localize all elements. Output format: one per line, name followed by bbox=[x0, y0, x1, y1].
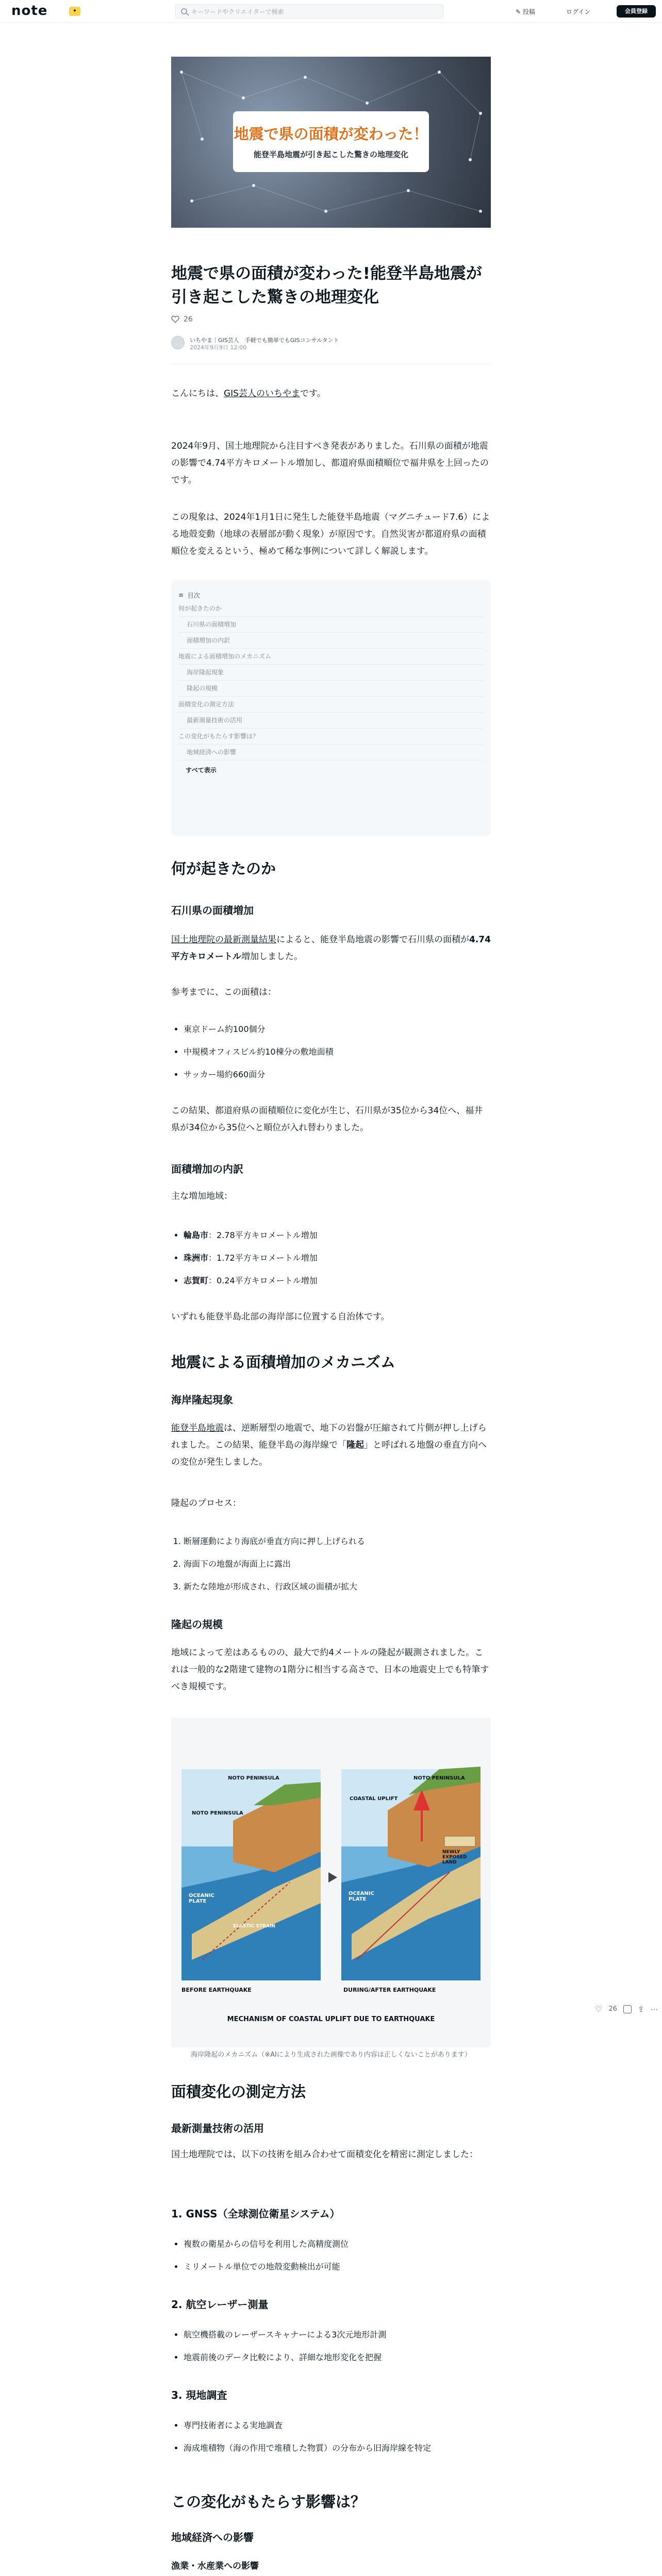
label-before-earthquake: BEFORE EARTHQUAKE bbox=[181, 1987, 252, 1993]
subsection-heading: 海岸隆起現象 bbox=[171, 1394, 233, 1406]
toc-item[interactable]: 海岸隆起現象 bbox=[178, 665, 484, 681]
label-noto-peninsula: NOTO PENINSULA bbox=[413, 1775, 465, 1781]
bullet-list bbox=[171, 2327, 491, 2372]
paragraph: 国土地理院の最新測量結果によると、能登半島地震の影響で石川県の面積が4.74平方キロメートル増加しました。 bbox=[171, 935, 491, 962]
hero-subtitle: 能登半島地震が引き起こした驚きの地理変化 bbox=[253, 150, 408, 159]
intro-paragraph: こんにちは、GIS芸人のいちやまです。 bbox=[171, 388, 326, 399]
list-item: • 複数の衛星からの信号を利用した高精度測位 bbox=[184, 2236, 491, 2252]
label-newly-exposed-land: NEWLY EXPOSED LAND bbox=[442, 1850, 467, 1865]
paragraph: 主な増加地域： bbox=[171, 1191, 233, 1201]
toc-item[interactable]: 地域経済への影響 bbox=[178, 744, 484, 760]
subsection-heading: 面積増加の内訳 bbox=[171, 1163, 243, 1175]
subsection-heading: 1. GNSS（全球測位衛星システム） bbox=[171, 2208, 340, 2220]
paragraph: 隆起のプロセス： bbox=[171, 1498, 241, 1509]
table-of-contents bbox=[171, 580, 491, 836]
gsi-survey-link[interactable]: 国土地理院の最新測量結果 bbox=[171, 935, 276, 945]
heart-icon[interactable] bbox=[171, 316, 179, 323]
toc-item[interactable]: この変化がもたらす影響は？ bbox=[178, 728, 484, 744]
label-coastal-uplift: COASTAL UPLIFT bbox=[350, 1796, 398, 1802]
bullet-list bbox=[171, 2236, 491, 2281]
post-button[interactable]: ✎ 投稿 bbox=[516, 8, 535, 15]
toc-header[interactable]: ≡ 目次 bbox=[178, 591, 200, 599]
article-title: 地震で県の面積が変わった!能登半島地震が引き起こした驚きの地理変化 bbox=[171, 264, 482, 307]
toc-item[interactable]: 面積変化の測定方法 bbox=[178, 697, 484, 713]
hero-title-card bbox=[233, 111, 429, 172]
toc-item[interactable]: 最新測量技術の活用 bbox=[178, 713, 484, 728]
label-noto-peninsula: NOTO PENINSULA bbox=[228, 1775, 279, 1781]
subsection-heading: 2. 航空レーザー測量 bbox=[171, 2298, 269, 2311]
list-item: • 輪島市：2.78平方キロメートル増加 bbox=[184, 1227, 491, 1244]
comment-icon[interactable] bbox=[623, 2005, 632, 2013]
note-logo[interactable]: note bbox=[11, 3, 48, 19]
list-item: • 中規模オフィスビル約10棟分の敷地面積 bbox=[184, 1044, 491, 1060]
share-icon[interactable]: ⇪ bbox=[637, 2004, 644, 2014]
toc-item[interactable]: 何が起きたのか bbox=[178, 601, 484, 617]
avatar[interactable] bbox=[171, 336, 185, 349]
section-heading: 地震による面積増加のメカニズム bbox=[171, 1353, 396, 1371]
subsection-heading: 最新測量技術の活用 bbox=[171, 2122, 264, 2134]
list-item: • 専門技術者による実地調査 bbox=[184, 2417, 491, 2434]
paragraph: この結果、都道府県の面積順位に変化が生じ、石川県が35位から34位へ、福井県が34位から35位へと順位が入れ替わりました。 bbox=[171, 1106, 483, 1133]
floating-action-bar bbox=[595, 2004, 658, 2014]
list-item: • ミリメートル単位での地殻変動検出が可能 bbox=[184, 2259, 491, 2275]
toc-item[interactable]: 隆起の規模 bbox=[178, 681, 484, 697]
section-heading: 何が起きたのか bbox=[171, 860, 276, 877]
more-icon[interactable]: ⋯ bbox=[650, 2004, 658, 2014]
list-item: • 航空機搭載のレーザースキャナーによる3次元地形計測 bbox=[184, 2327, 491, 2343]
search-placeholder: キーワードやクリエイターで検索 bbox=[191, 8, 284, 15]
publish-date: 2024年9月9日 12:00 bbox=[190, 344, 247, 351]
list-item: 3. 新たな陸地が形成され、行政区域の面積が拡大 bbox=[184, 1579, 491, 1595]
search-icon bbox=[181, 8, 187, 14]
paragraph: 国土地理院では、以下の技術を組み合わせて面積変化を精密に測定しました： bbox=[171, 2149, 478, 2160]
uplift-diagram bbox=[171, 1718, 491, 2047]
label-elastic-strain: ELASTIC STRAIN bbox=[233, 1924, 275, 1929]
toc-item[interactable]: 石川県の面積増加 bbox=[178, 617, 484, 633]
hero-image bbox=[171, 57, 491, 228]
numbered-list bbox=[171, 1533, 491, 1601]
bullet-list bbox=[171, 2417, 491, 2463]
list-item: • 志賀町：0.24平方キロメートル増加 bbox=[184, 1273, 491, 1289]
likes-row[interactable] bbox=[171, 315, 193, 324]
author-profile-link[interactable]: GIS芸人のいちやま bbox=[224, 388, 300, 399]
list-item: • サッカー場約660面分 bbox=[184, 1066, 491, 1083]
paragraph: 能登半島地震は、逆断層型の地震で、地下の岩盤が圧縮されて片側が押し上げられました。この結果、能登半島の海岸線で「隆起」と呼ばれる地盤の垂直方向への変位が発生しました。 bbox=[171, 1423, 487, 1467]
noto-earthquake-link[interactable]: 能登半島地震 bbox=[171, 1423, 224, 1433]
likes-count: 26 bbox=[608, 2005, 617, 2013]
toc-item[interactable]: 面積増加の内訳 bbox=[178, 633, 484, 649]
subsection-heading: 石川県の面積増加 bbox=[171, 904, 254, 917]
list-item: 2. 海面下の地盤が海面上に露出 bbox=[184, 1556, 491, 1572]
paragraph: 2024年9月、国土地理院から注目すべき発表がありました。石川県の面積が地震の影響で4.74平方キロメートル増加し、都道府県面積順位で福井県を上回ったのです。 bbox=[171, 441, 489, 485]
author-block[interactable] bbox=[171, 336, 491, 351]
toc-show-all-button[interactable]: すべて表示 bbox=[186, 767, 217, 774]
list-item: • 東京ドーム約100個分 bbox=[184, 1021, 491, 1038]
paragraph: 地域によって差はあるものの、最大で約4メートルの隆起が観測されました。これは一般的な2階建て建物の1階分に相当する高さで、日本の地震史上でも特筆すべき規模です。 bbox=[171, 1648, 489, 1692]
list-item: 1. 断層運動により海底が垂直方向に押し上げられる bbox=[184, 1533, 491, 1550]
section-heading: 面積変化の測定方法 bbox=[171, 2083, 306, 2100]
subsection-heading: 隆起の規模 bbox=[171, 1618, 223, 1631]
paragraph: この現象は、2024年1月1日に発生した能登半島地震（マグニチュード7.6）による地殻変動（地球の表層部が動く現象）が原因です。自然災害が都道府県の面積順位を変えるという、極めて稀な事例について詳しく解説します。 bbox=[171, 512, 490, 556]
subsection-heading: 漁業・水産業への影響 bbox=[171, 2561, 259, 2571]
figure-title: MECHANISM OF COASTAL UPLIFT DUE TO EARTHQUAKE bbox=[227, 2015, 435, 2023]
heart-icon[interactable]: ♡ bbox=[595, 2004, 603, 2014]
search-input[interactable] bbox=[175, 4, 443, 19]
likes-count: 26 bbox=[184, 315, 193, 324]
signup-button[interactable]: 会員登録 bbox=[617, 5, 656, 18]
toc-item[interactable]: 地震による面積増加のメカニズム bbox=[178, 649, 484, 665]
label-noto-peninsula: NOTO PENINSULA bbox=[192, 1810, 243, 1816]
coastal-uplift-illustration bbox=[171, 1718, 491, 2047]
list-item: • 海成堆積物（海の作用で堆積した物質）の分布から旧海岸線を特定 bbox=[184, 2440, 491, 2456]
paragraph: 参考までに、この面積は： bbox=[171, 987, 276, 997]
bullet-list bbox=[171, 1021, 491, 1089]
paragraph: いずれも能登半島北部の海岸部に位置する自治体です。 bbox=[171, 1312, 390, 1322]
figure-caption: 海岸隆起のメカニズム（※AIにより生成された画像であり内容は正しくないことがあります） bbox=[191, 2051, 471, 2059]
login-button[interactable]: ログイン bbox=[566, 8, 591, 15]
list-item: • 珠洲市：1.72平方キロメートル増加 bbox=[184, 1250, 491, 1266]
label-oceanic-plate: OCEANIC PLATE bbox=[189, 1893, 214, 1904]
logo-badge-icon: ✦ bbox=[69, 7, 80, 16]
list-item: • 地震前後のデータ比較により、詳細な地形変化を把握 bbox=[184, 2349, 491, 2366]
section-heading: この変化がもたらす影響は？ bbox=[171, 2493, 366, 2511]
subsection-heading: 3. 現地調査 bbox=[171, 2389, 227, 2401]
label-oceanic-plate: OCEANIC PLATE bbox=[349, 1891, 374, 1902]
top-header bbox=[0, 0, 662, 23]
hero-title: 地震で県の面積が変わった！ bbox=[234, 125, 428, 143]
author-name[interactable]: いちやま｜GIS芸人 手軽でも簡単でもGISコンサルタント bbox=[190, 337, 339, 344]
label-after-earthquake: DURING/AFTER EARTHQUAKE bbox=[343, 1987, 436, 1993]
bullet-list bbox=[171, 1227, 491, 1295]
subsection-heading: 地域経済への影響 bbox=[171, 2531, 254, 2544]
